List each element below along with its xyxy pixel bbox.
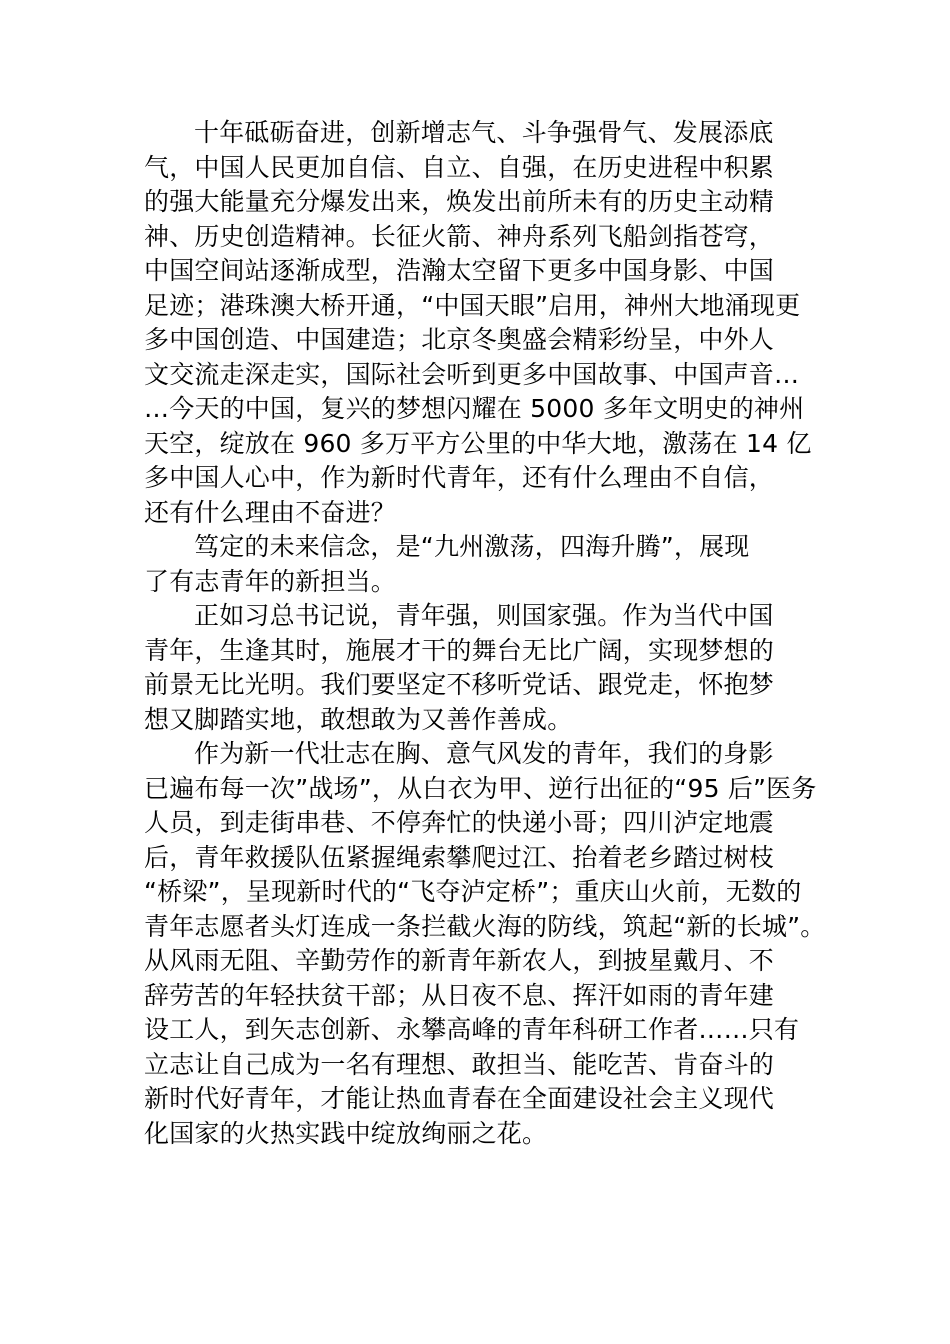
document-body — [144, 116, 826, 1151]
paragraph-line: 青年志愿者头灯连成一条拦截火海的防线，筑起“新的长城”。 — [144, 911, 826, 941]
paragraph-line: 人员，到走街串巷、不停奔忙的快递小哥；四川泸定地震 — [144, 808, 775, 837]
paragraph-line: 中国空间站逐渐成型，浩瀚太空留下更多中国身影、中国 — [144, 256, 775, 285]
paragraph-line: 青年，生逢其时，施展才干的舞台无比广阔，实现梦想的 — [144, 635, 775, 665]
paragraph-line: …今天的中国，复兴的梦想闪耀在 5000 多年文明史的神州 — [144, 394, 805, 423]
paragraph-line: 想又脚踏实地，敢想敢为又善作善成。 — [144, 704, 573, 734]
paragraph-3 — [144, 599, 812, 737]
paragraph-line: 足迹；港珠澳大桥开通，“中国天眼”启用，神州大地涌现更 — [144, 290, 801, 320]
paragraph-line: 已遍布每一次”战场”，从白衣为甲、逆行出征的“95 后”医务 — [144, 773, 817, 803]
paragraph-2 — [144, 530, 812, 599]
paragraph-line: 十年砥砺奋进，创新增志气、斗争强骨气、发展添底 — [194, 118, 774, 147]
paragraph-line: 多中国创造、中国建造；北京冬奥盛会精彩纷呈，中外人 — [144, 325, 775, 354]
paragraph-4 — [144, 737, 826, 1151]
paragraph-line: 从风雨无阻、辛勤劳作的新青年新农人，到披星戴月、不 — [144, 946, 775, 975]
paragraph-line: 化国家的火热实践中绽放绚丽之花。 — [144, 1118, 548, 1148]
paragraph-line: 气，中国人民更加自信、自立、自强，在历史进程中积累 — [144, 152, 775, 182]
paragraph-line: 的强大能量充分爆发出来，焕发出前所未有的历史主动精 — [144, 187, 775, 216]
paragraph-line: 了有志青年的新担当。 — [144, 566, 397, 596]
paragraph-line: 正如习总书记说，青年强，则国家强。作为当代中国 — [194, 601, 774, 630]
paragraph-line: 新时代好青年，才能让热血青春在全面建设社会主义现代 — [144, 1084, 775, 1113]
paragraph-line: 前景无比光明。我们要坚定不移听党话、跟党走，怀抱梦 — [144, 670, 775, 699]
paragraph-line: 后，青年救援队伍紧握绳索攀爬过江、抬着老乡踏过树枝 — [144, 842, 775, 872]
paragraph-line: 作为新一代壮志在胸、意气风发的青年，我们的身影 — [194, 739, 774, 768]
paragraph-line: “桥梁”，呈现新时代的“飞夺泸定桥”；重庆山火前，无数的 — [144, 877, 802, 906]
paragraph-1 — [144, 116, 812, 530]
paragraph-line: 辞劳苦的年轻扶贫干部；从日夜不息、挥汗如雨的青年建 — [144, 980, 775, 1010]
paragraph-line: 还有什么理由不奋进？ — [144, 497, 397, 527]
paragraph-line: 文交流走深走实，国际社会听到更多中国故事、中国声音… — [144, 359, 800, 389]
paragraph-line: 设工人，到矢志创新、永攀高峰的青年科研工作者……只有 — [144, 1015, 800, 1044]
paragraph-line: 神、历史创造精神。长征火箭、神舟系列飞船剑指苍穹， — [144, 221, 775, 251]
paragraph-line: 立志让自己成为一名有理想、敢担当、能吃苦、肯奋斗的 — [144, 1049, 775, 1079]
paragraph-line: 笃定的未来信念，是“九州激荡，四海升腾”，展现 — [194, 532, 750, 561]
paragraph-line: 多中国人心中，作为新时代青年，还有什么理由不自信， — [144, 463, 775, 492]
paragraph-line: 天空，绽放在 960 多万平方公里的中华大地，激荡在 14 亿 — [144, 428, 812, 458]
